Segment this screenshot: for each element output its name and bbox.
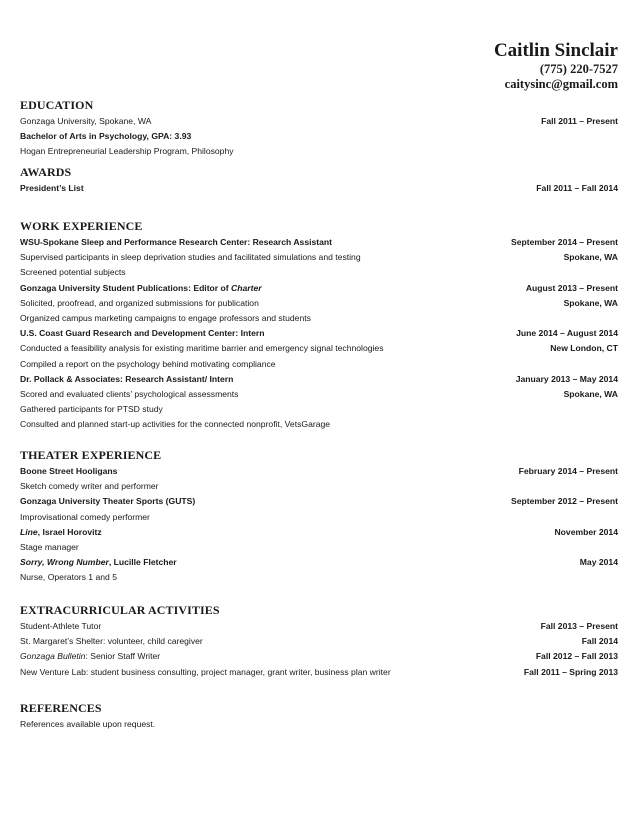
date-range: Fall 2011 – Spring 2013 [523, 666, 618, 677]
section-title: REFERENCES [20, 701, 102, 715]
email-address: caitysinc@gmail.com [504, 77, 618, 91]
theater-title: Boone Street Hooligans [20, 466, 118, 476]
work-section [20, 219, 618, 433]
publication-name: Charter [231, 282, 262, 293]
education-section [20, 98, 618, 160]
degree: Bachelor of Arts in Psychology, GPA: 3.93 [20, 131, 192, 142]
job-detail-row [20, 311, 618, 326]
section-title: THEATER EXPERIENCE [20, 448, 162, 462]
job-detail-row [20, 402, 618, 417]
theater-heading-row [20, 494, 618, 509]
job-duty: Scored and evaluated clients’ psychological assessments [20, 389, 239, 400]
job-heading-row [20, 281, 618, 296]
theater-detail-row [20, 540, 618, 555]
theater-title [20, 555, 177, 570]
job-title-text: Gonzaga University Student Publications: Editor of [20, 282, 232, 293]
activity-row [20, 619, 618, 634]
references-section [20, 701, 618, 732]
job-location: Spokane, WA [563, 297, 618, 308]
job-title: Dr. Pollack & Associates: Research Assistant/ Intern [20, 373, 234, 384]
job-detail-row [20, 265, 618, 280]
job-duty: Consulted and planned start-up activities for the connected nonprofit, VetsGarage [20, 419, 331, 430]
section-title: WORK EXPERIENCE [20, 219, 143, 233]
activity-row [20, 665, 618, 680]
theater-title [20, 525, 102, 540]
job-location: Spokane, WA [563, 252, 618, 263]
phone-number: (775) 220-7527 [539, 62, 618, 76]
job-location: New London, CT [550, 343, 618, 354]
job-detail-row [20, 296, 618, 311]
award-row [20, 181, 618, 196]
job-duty: Conducted a feasibility analysis for existing maritime barrier and emergency signal technologies [20, 343, 384, 354]
playwright: , Israel Horovitz [37, 526, 102, 537]
theater-heading-row [20, 555, 618, 570]
section-title: EDUCATION [20, 98, 94, 112]
activity-name: St. Margaret’s Shelter: volunteer, child caregiver [20, 636, 203, 647]
education-row [20, 114, 618, 129]
references-row [20, 717, 618, 732]
theater-section [20, 448, 618, 586]
theater-role: Stage manager [20, 542, 79, 553]
program: Hogan Entrepreneurial Leadership Program, Philosophy [20, 146, 234, 157]
theater-role: Sketch comedy writer and performer [20, 481, 159, 492]
theater-heading-row [20, 525, 618, 540]
job-duty: Compiled a report on the psychology behind motivating compliance [20, 358, 276, 369]
job-location: Spokane, WA [563, 389, 618, 400]
job-duty: Solicited, proofread, and organized submissions for publication [20, 297, 259, 308]
job-detail-row [20, 357, 618, 372]
theater-detail-row [20, 510, 618, 525]
job-detail-row [20, 341, 618, 356]
job-title [20, 281, 262, 296]
job-heading-row [20, 326, 618, 341]
play-name: Line [20, 526, 38, 537]
job-duty: Supervised participants in sleep deprivation studies and facilitated simulations and testing [20, 252, 361, 263]
date-range: Fall 2011 – Fall 2014 [536, 183, 618, 193]
date-range: August 2013 – Present [525, 282, 618, 293]
award-name: President’s List [20, 183, 84, 193]
section-title: AWARDS [20, 165, 72, 179]
theater-heading-row [20, 464, 618, 479]
activity-role: : Senior Staff Writer [85, 651, 161, 662]
date-range: February 2014 – Present [518, 466, 618, 476]
activity-name: New Venture Lab: student business consulting, project manager, grant writer, business plan writer [20, 666, 391, 677]
job-title: U.S. Coast Guard Research and Development Center: Intern [20, 328, 265, 339]
job-duty: Organized campus marketing campaigns to engage professors and students [20, 313, 311, 324]
date-range: January 2013 – May 2014 [515, 373, 618, 384]
publication-name: Gonzaga Bulletin [20, 651, 86, 662]
candidate-name: Caitlin Sinclair [493, 40, 618, 61]
theater-title: Gonzaga University Theater Sports (GUTS) [20, 496, 196, 507]
activity-name [20, 649, 160, 664]
references-text: References available upon request. [20, 719, 156, 729]
resume-header [494, 40, 618, 92]
activity-row [20, 649, 618, 664]
theater-detail-row [20, 479, 618, 494]
date-range: Fall 2013 – Present [540, 621, 618, 631]
play-name: Sorry, Wrong Number [20, 557, 109, 568]
job-detail-row [20, 417, 618, 432]
education-row [20, 129, 618, 144]
theater-role: Nurse, Operators 1 and 5 [20, 572, 117, 583]
job-heading-row [20, 372, 618, 387]
school-name: Gonzaga University, Spokane, WA [20, 116, 152, 126]
job-duty: Gathered participants for PTSD study [20, 404, 163, 415]
playwright: , Lucille Fletcher [108, 557, 177, 568]
activity-row [20, 634, 618, 649]
theater-role: Improvisational comedy performer [20, 511, 150, 522]
job-heading-row [20, 235, 618, 250]
extracurricular-section [20, 603, 618, 680]
job-detail-row [20, 250, 618, 265]
date-range: Fall 2014 [581, 636, 618, 647]
date-range: September 2014 – Present [510, 237, 618, 247]
date-range: Fall 2012 – Fall 2013 [535, 651, 618, 662]
activity-name: Student-Athlete Tutor [20, 621, 102, 631]
theater-detail-row [20, 570, 618, 585]
date-range: September 2012 – Present [510, 496, 618, 507]
date-range: May 2014 [579, 557, 618, 568]
job-title: WSU-Spokane Sleep and Performance Research Center: Research Assistant [20, 237, 333, 247]
section-title: EXTRACURRICULAR ACTIVITIES [20, 603, 220, 617]
date-range: June 2014 – August 2014 [516, 328, 618, 339]
date-range: Fall 2011 – Present [541, 116, 618, 126]
job-duty: Screened potential subjects [20, 267, 126, 278]
education-row [20, 144, 618, 159]
date-range: November 2014 [554, 526, 618, 537]
awards-section [20, 165, 618, 196]
job-detail-row [20, 387, 618, 402]
